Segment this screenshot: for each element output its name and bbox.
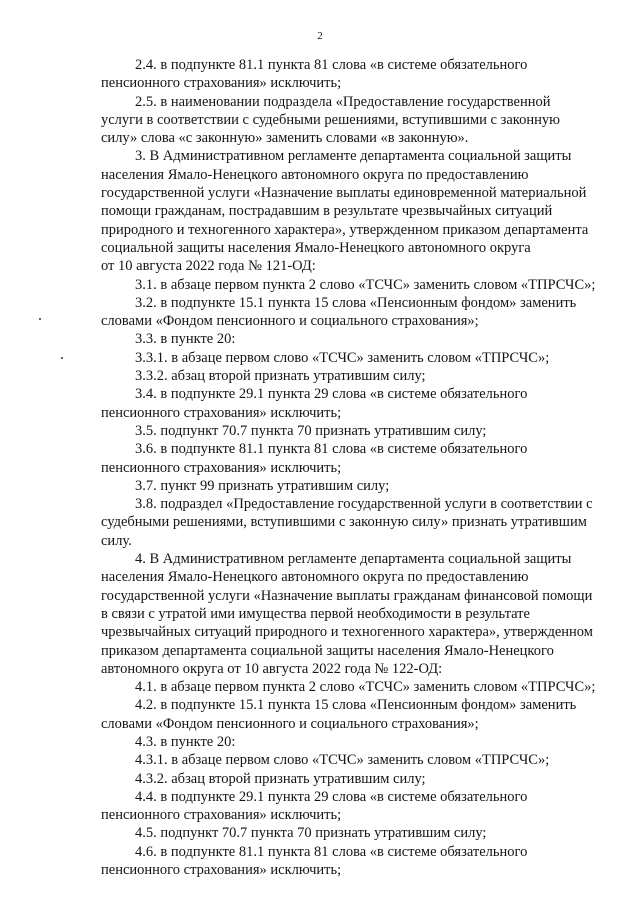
scan-speck [39,318,41,320]
document-body [101,56,615,879]
paragraph-4-6: 4.6. в подпункте 81.1 пункта 81 слова «в системе обязательного пенсионного страхования» исключить; [101,843,528,879]
paragraph-3-3-1: 3.3.1. в абзаце первом слово «ТСЧС» заменить словом «ТПРСЧС»; [135,349,550,366]
paragraph-3-1: 3.1. в абзаце первом пункта 2 слово «ТСЧС» заменить словом «ТПРСЧС»; [135,276,596,293]
paragraph-4-3-1: 4.3.1. в абзаце первом слово «ТСЧС» заменить словом «ТПРСЧС»; [135,752,550,769]
paragraph-3-2: 3.2. в подпункте 15.1 пункта 15 слова «Пенсионным фондом» заменить словами «Фондом пенсионного и социального страхования»; [101,294,577,330]
paragraph-3-8: 3.8. подраздел «Предоставление государственной услуги в соответствии с судебными решениями, вступившими с законную силу» признать утратившим силу. [101,496,593,549]
paragraph-2-4: 2.4. в подпункте 81.1 пункта 81 слова «в системе обязательного пенсионного страхования» исключить; [101,57,528,92]
paragraph-2-5: 2.5. в наименовании подраздела «Предоставление государственной услуги в соответствии с судебными решениями, вступившими с законную силу» слова «с законную» заменить словами «в законную». [101,93,560,147]
paragraph-3-3: 3.3. в пункте 20: [135,331,236,348]
paragraph-3-7: 3.7. пункт 99 признать утратившим силу; [135,477,390,494]
paragraph-3-4: 3.4. в подпункте 29.1 пункта 29 слова «в системе обязательного пенсионного страхования» исключить; [101,386,528,421]
paragraph-4-3-2: 4.3.2. абзац второй признать утратившим силу; [135,770,426,787]
paragraph-3: 3. В Административном регламенте департамента социальной защиты населения Ямало-Ненецкого автономного округа по предоставлению государственной услуги «Назначение выплаты единовременной материальной помощи гражданам, пострадавшим в результате чрезвычайных ситуаций природного и техногенного характера», утвержденном приказом департамента социальной защиты населения Ямало-Ненецкого автономного округа от 10 августа 2022 года № 121-ОД: [101,148,589,275]
paragraph-4: 4. В Административном регламенте департамента социальной защиты населения Ямало-Ненецкого автономного округа по предоставлению государственной услуги «Назначение выплаты гражданам финансовой помощи в связи с утратой ими имущества первой необходимости в результате чрезвычайных ситуаций природного и техногенного характера», утвержденном приказом департамента социальной защиты населения Ямало-Ненецкого автономного округа от 10 августа 2022 года № 122-ОД: [101,551,593,677]
paragraph-3-3-2: 3.3.2. абзац второй признать утратившим силу; [135,368,426,385]
paragraph-4-1: 4.1. в абзаце первом пункта 2 слово «ТСЧС» заменить словом «ТПРСЧС»; [135,679,596,696]
paragraph-3-6: 3.6. в подпункте 81.1 пункта 81 слова «в системе обязательного пенсионного страхования» исключить; [101,441,528,476]
scan-speck [61,357,63,359]
paragraph-4-3: 4.3. в пункте 20: [135,733,236,750]
paragraph-4-5: 4.5. подпункт 70.7 пункта 70 признать утратившим силу; [135,825,487,842]
page-number: 2 [317,30,323,42]
paragraph-4-4: 4.4. в подпункте 29.1 пункта 29 слова «в системе обязательного пенсионного страхования» исключить; [101,788,528,824]
paragraph-3-5: 3.5. подпункт 70.7 пункта 70 признать утратившим силу; [135,422,487,439]
paragraph-4-2: 4.2. в подпункте 15.1 пункта 15 слова «Пенсионным фондом» заменить словами «Фондом пенсионного и социального страхования»; [101,697,577,732]
